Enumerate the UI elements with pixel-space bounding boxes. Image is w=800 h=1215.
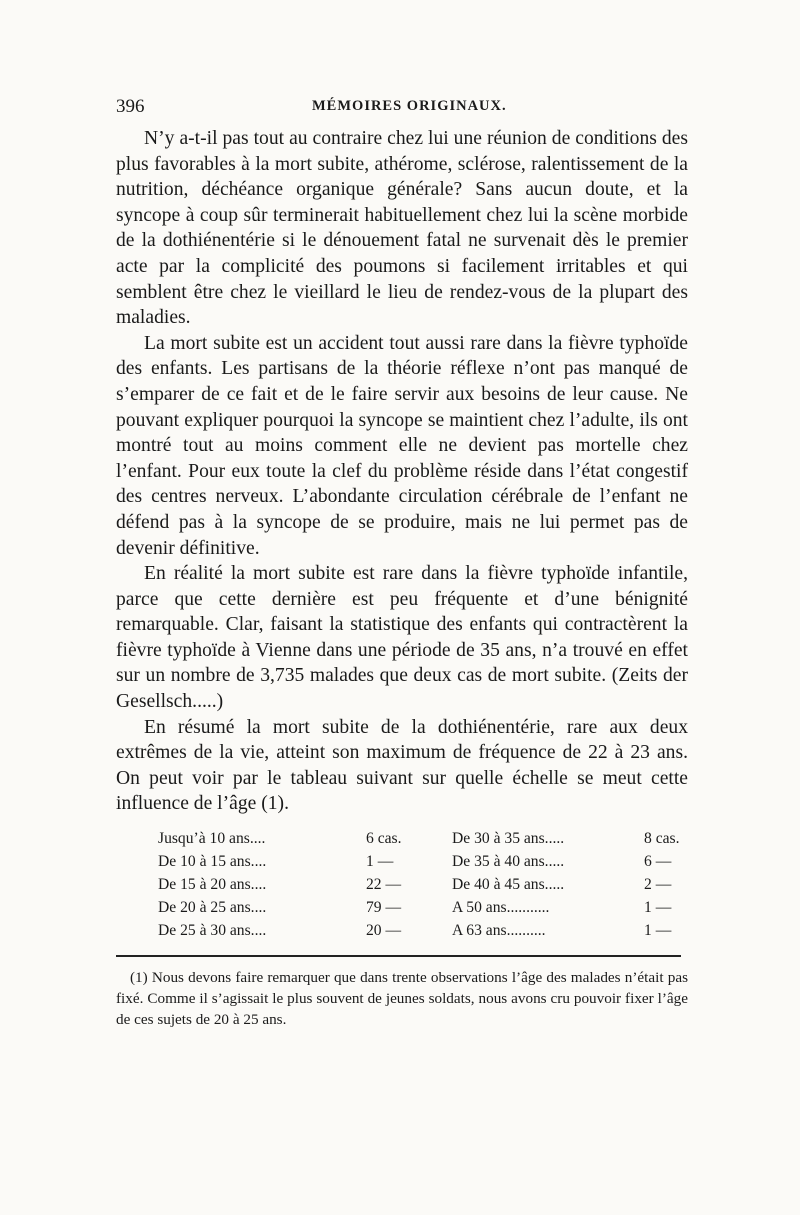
footnote: (1) Nous devons faire remarquer que dans trente observations l’âge des malades n’était pas fixé. Comme il s’agissait le plus souvent de jeunes soldats, nous avons cru pouvoir fixer l’âge de ces sujets de 20 à 25 ans. (116, 969, 688, 1029)
paragraph: La mort subite est un accident tout aussi rare dans la fièvre typhoïde des enfants. Les partisans de la théorie réflexe n’ont pas manqué de s’emparer de ce fait et de le faire servir aux besoins de leur cause. Ne pouvant expliquer pourquoi la syncope se maintient chez l’adulte, ils ont montré tout au moins comment elle ne devient pas mortelle chez l’enfant. Pour eux toute la clef du problème réside dans l’état congestif des centres nerveux. L’abondante circulation cérébrale de l’enfant ne défend pas à la syncope de se produire, mais ne lui permet pas de devenir définitive. (116, 332, 688, 559)
table-row (158, 829, 424, 849)
paragraph: En résumé la mort subite de la dothiénentérie, rare aux deux extrêmes de la vie, atteint son maximum de fréquence de 22 à 23 ans. On peut voir par le tableau suivant sur quelle échelle se meut cette influence de l’âge (1). (116, 716, 688, 815)
age-range-label: A 63 ans.......... (452, 922, 546, 940)
footnote-divider (116, 955, 681, 957)
table-row (158, 921, 424, 941)
age-range-label: De 35 à 40 ans..... (452, 853, 565, 871)
age-range-label: De 40 à 45 ans..... (452, 876, 565, 894)
age-range-label: De 30 à 35 ans..... (452, 830, 565, 848)
age-table (116, 829, 688, 941)
case-count: 6 cas. (366, 830, 402, 848)
age-range-label: De 15 à 20 ans.... (158, 876, 267, 894)
case-count: 6 — (644, 853, 672, 871)
case-count: 22 — (366, 876, 402, 894)
age-range-label: Jusqu’à 10 ans.... (158, 830, 266, 848)
table-row (158, 898, 424, 918)
table-row (452, 898, 702, 918)
body-text (116, 126, 688, 817)
table-row (452, 921, 702, 941)
running-head: MÉMOIRES ORIGINAUX. (312, 98, 507, 114)
case-count: 79 — (366, 899, 402, 917)
age-range-label: De 25 à 30 ans.... (158, 922, 267, 940)
case-count: 1 — (644, 922, 672, 940)
table-row (158, 875, 424, 895)
page (116, 96, 688, 1030)
paragraph: En réalité la mort subite est rare dans la fièvre typhoïde infantile, parce que cette dernière est peu fréquente et d’une bénignité remarquable. Clar, faisant la statistique des enfants qui contractèrent la fièvre typhoïde à Vienne dans une période de 35 ans, n’a trouvé en effet sur un nombre de 3,735 malades que deux cas de mort subite. (Zeits der Gesellsch.....) (116, 563, 688, 713)
page-number: 396 (116, 96, 145, 117)
case-count: 1 — (644, 899, 672, 917)
table-row (452, 829, 702, 849)
age-range-label: A 50 ans........... (452, 899, 550, 917)
table-row (158, 852, 424, 872)
page-header (116, 96, 688, 126)
age-range-label: De 20 à 25 ans.... (158, 899, 267, 917)
age-range-label: De 10 à 15 ans.... (158, 853, 267, 871)
case-count: 2 — (644, 876, 672, 894)
case-count: 20 — (366, 922, 402, 940)
case-count: 8 cas. (644, 830, 680, 848)
table-row (452, 852, 702, 872)
table-row (452, 875, 702, 895)
paragraph: N’y a-t-il pas tout au contraire chez lui une réunion de conditions des plus favorables à la mort subite, athérome, sclérose, ralentissement de la nutrition, déchéance organique générale? Sans aucun doute, et la syncope à coup sûr terminerait habituellement chez lui la scène morbide de la dothiénentérie si le dénouement fatal ne survenait dès le premier acte par la complicité des poumons si facilement irritables et qui semblent être chez le vieillard le lieu de rendez-vous de la plupart des maladies. (116, 128, 688, 329)
case-count: 1 — (366, 853, 394, 871)
